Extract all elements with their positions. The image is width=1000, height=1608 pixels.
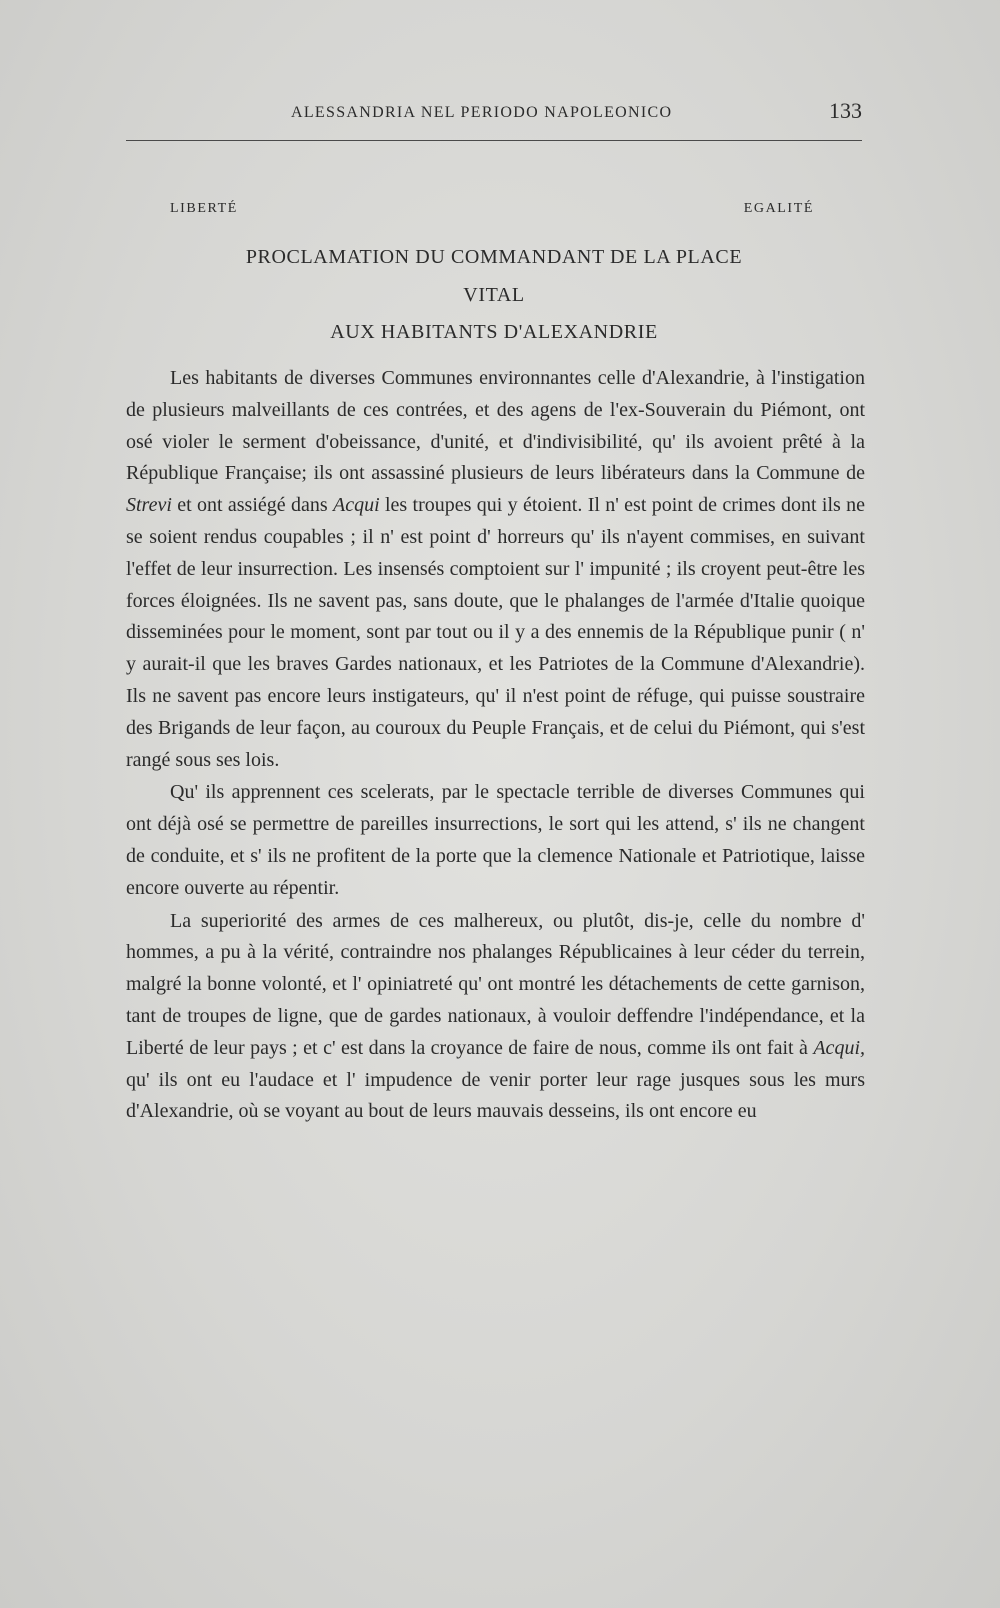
running-title: ALESSANDRIA NEL PERIODO NAPOLEONICO — [291, 104, 673, 121]
place-name-acqui-2: Acqui, — [813, 1036, 865, 1059]
paragraph-1-part-b: et ont assiégé dans — [171, 494, 333, 517]
page-number: 133 — [829, 98, 862, 123]
paragraph-3-part-b: qu' ils ont eu l'audace et l' impudence de venir porter leur rage jusques sous les murs d'Alexandrie, où se voyant au bout de leurs mauvais desseins, ils ont encore eu — [126, 1068, 865, 1123]
place-name-acqui: Acqui — [332, 494, 380, 517]
header-rule — [126, 140, 862, 141]
motto-egalite: EGALITÉ — [743, 201, 814, 216]
paragraph-2: Qu' ils apprennent ces scelerats, par le spectacle terrible de diverses Communes qui ont déjà osé se permettre de pareilles insurrections, le sort qui les attend, s' ils ne changent de conduite, et s' ils ne profitent de la porte que la clemence Nationale et Patriotique, laisse encore ouverte au répentir. — [126, 781, 865, 899]
paragraph-1 — [126, 363, 865, 776]
proclamation-addressee: AUX HABITANTS D'ALEXANDRIE — [330, 321, 658, 343]
paragraph-1-part-c: les troupes qui y étoient. Il n' est point de crimes dont ils ne se soient rendus coupables ; il n' est point d' horreurs qu' ils n'ayent commises, en suivant l'effet de leur insurrection. Les insensés comptoient sur l' impunité ; ils croyent peut-être les forces éloignées. Ils ne savent pas, sans doute, que le phalanges de l'armée d'Italie quoique disseminées pour le moment, sont par tout ou il y a des ennemis de la République punir ( n' y aurait-il que les braves Gardes nationaux, et les Patriotes de la Commune d'Alexandrie). Ils ne savent pas encore leurs instigateurs, qu' il n'est point de réfuge, qui puisse soustraire des Brigands de leur façon, au couroux du Peuple Français, et de celui du Piémont, qui s'est rangé sous ses lois. — [126, 494, 865, 771]
paragraph-3 — [126, 906, 865, 1129]
paragraph-3-part-a: La superiorité des armes de ces malhereux, ou plutôt, dis-je, celle du nombre d' hommes, a pu à la vérité, contraindre nos phalanges Républicaines à leur céder du terrein, malgré la bonne volonté, et l' opiniatreté qu' ont montré les détachements de cette garnison, tant de troupes de ligne, que de gardes nationaux, à vouloir deffendre l'indépendance, et la Liberté de leur pays ; et c' est dans la croyance de faire de nous, comme ils ont fait à — [126, 909, 865, 1059]
place-name-strevi: Strevi — [126, 494, 172, 517]
motto-liberte: LIBERTÉ — [170, 201, 238, 216]
paragraph-1-part-a: Les habitants de diverses Communes environnantes celle d'Alexandrie, à l'instigation de plusieurs malveillants de ces contrées, et des agens de l'ex-Souverain du Piémont, ont osé violer le serment d'obeissance, d'unité, et d'indivisibilité, qu' ils avoient prêté à la République Française; ils ont assassiné plusieurs de leurs libérateurs dans la Commune de — [126, 367, 865, 485]
page-header — [126, 98, 862, 128]
proclamation-author: VITAL — [463, 284, 525, 306]
proclamation-title: PROCLAMATION DU COMMANDANT DE LA PLACE — [245, 246, 743, 268]
proclamation-body — [126, 363, 865, 1128]
